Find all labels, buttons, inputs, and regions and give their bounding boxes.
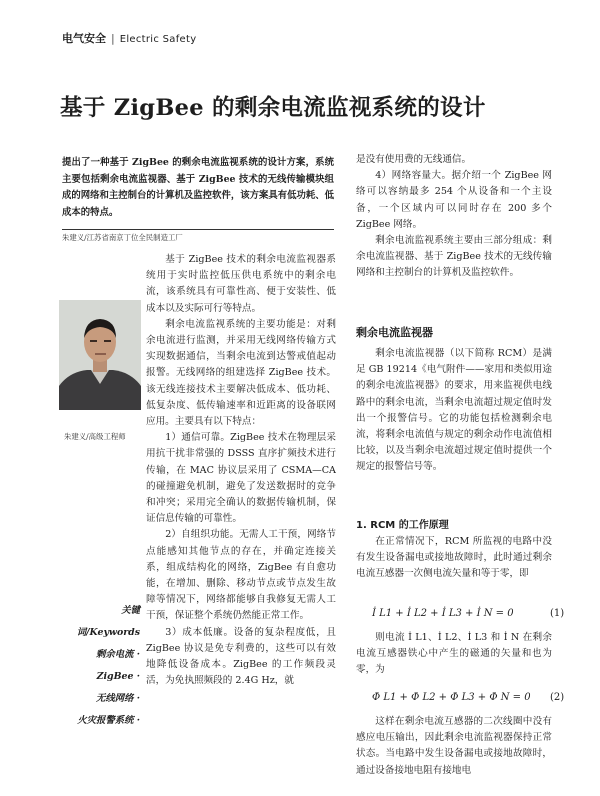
equation-1-number: (1): [550, 608, 565, 619]
principle-text: [356, 534, 552, 583]
abstract-divider: [62, 229, 334, 230]
equation-1-expression: İ L1 + İ L2 + İ L3 + İ N = 0: [372, 608, 514, 619]
equation-2-expression: Φ̇ L1 + Φ̇ L2 + Φ̇ L3 + Φ̇ N = 0: [372, 692, 531, 703]
closing-text: [356, 714, 552, 779]
rcm-definition-paragraph: 剩余电流监视器（以下简称 RCM）是满足 GB 19214《电气附件——家用和类似用途的剩余电流监视器》的要求，用来监视供电线路中的剩余电流，当剩余电流超过规定值时发出一个报警信号。它的功能包括检测剩余电流，将剩余电流值与规定的剩余动作电流值相比较，以及当剩余电流超过规定值时提供一个规定的报警信号等。: [356, 348, 552, 473]
section-heading: 剩余电流监视器: [356, 326, 433, 339]
header-section-cn: 电气安全: [62, 32, 106, 45]
header-section-en: Electric Safety: [119, 34, 197, 45]
article-title: 基于 ZigBee 的剩余电流监视系统的设计: [60, 95, 486, 121]
abstract: 提出了一种基于 ZigBee 的剩余电流监视系统的设计方案，系统主要包括剩余电流监视器、基于 ZigBee 技术的无线传输模块组成的网络和主控制台的计算机及监控软件，该方案具有低功耗、低成本的特点。: [62, 157, 334, 218]
closing-paragraph: 这样在剩余电流互感器的二次线圈中没有感应电压输出，因此剩余电流监视器保持正常状态。当电路中发生设备漏电或接地故障时，通过设备接地电阻有接地电: [356, 716, 552, 776]
keyword-item: 无线网络 ·: [95, 693, 140, 704]
rcm-text: [356, 346, 552, 476]
subsection-heading: 1. RCM 的工作原理: [356, 520, 449, 531]
keyword-item: 火灾报警系统 ·: [77, 715, 140, 726]
feature-item-2: 2）自组织功能。无需人工干预，网络节点能感知其他节点的存在，并确定连接关系，组成结构化的网络，ZigBee 有自愈功能，在增加、删除、移动节点或节点发生故障等情况下，网络都能够自我修复无需人工干预，保证整个系统仍然能正常工作。: [146, 529, 336, 622]
components-paragraph: 剩余电流监视系统主要由三部分组成：剩余电流监视器、基于 ZigBee 技术的无线传输网络和主控制台的计算机及监控软件。: [356, 235, 552, 279]
feature-item-1: 1）通信可靠。ZigBee 技术在物理层采用抗干扰非常强的 DSSS 直序扩频技术进行传输，在 MAC 协议层采用了 CSMA—CA 的碰撞避免机制，避免了发送数据时的竞争和冲突；采用完全确认的数据传输机制，保证信息传输的可靠性。: [146, 432, 336, 525]
flux-paragraph: 则电流 İ L1、İ L2、İ L3 和 İ N 在剩余电流互感器铁心中产生的磁通的矢量和也为零，为: [356, 632, 552, 676]
equation-2: [372, 692, 568, 703]
author-portrait-illustration: [59, 300, 141, 410]
equation-2-number: (2): [550, 692, 565, 703]
principle-paragraph: 在正常情况下，RCM 所监视的电路中没有发生设备漏电或接地故障时，此时通过剩余电流互感器一次侧电流矢量和等于零，即: [356, 536, 552, 580]
equation-1: [372, 608, 568, 619]
keywords-block: [62, 600, 140, 732]
keyword-item: ZigBee ·: [96, 671, 140, 682]
keywords-label: 关键词/Keywords: [76, 605, 140, 638]
body-column-right: [356, 152, 552, 282]
continued-text: 是没有使用费的无线通信。: [356, 154, 472, 165]
author-affiliation: 朱建义/江苏省南京丁位全民制造工厂: [62, 233, 183, 242]
author-photo: [59, 300, 141, 410]
feature-item-4: 4）网络容量大。据介绍一个 ZigBee 网络可以容纳最多 254 个从设备和一个主设备，一个区域内可以同时存在 200 多个 ZigBee 网络。: [356, 170, 552, 230]
body-column-middle: [146, 252, 336, 689]
header-separator: |: [111, 32, 115, 45]
function-paragraph: 剩余电流监视系统的主要功能是：对剩余电流进行监测，并采用无线网络传输方式实现数据通信，当剩余电流到达警戒值起动报警。无线网络的组建选择 ZigBee 技术。该无线连接技术主要解决低成本、低功耗、低复杂度、低传输速率和近距离的设备联网应用。主要具有以下特点：: [146, 318, 336, 428]
flux-text: [356, 630, 552, 679]
page-header: [62, 30, 196, 46]
photo-caption: 朱建义/高级工程师: [64, 432, 126, 441]
intro-paragraph: 基于 ZigBee 技术的剩余电流监视器系统用于实时监控低压供电系统中的剩余电流，该系统具有可靠性高、便于安装性、低成本以及实际可行等特点。: [146, 254, 336, 314]
feature-item-3: 3）成本低廉。设备的复杂程度低，且 ZigBee 协议是免专利费的，这些可以有效地降低设备成本。ZigBee 的工作频段灵活，为免执照频段的 2.4G Hz，就: [146, 626, 336, 687]
keyword-item: 剩余电流 ·: [95, 649, 140, 660]
